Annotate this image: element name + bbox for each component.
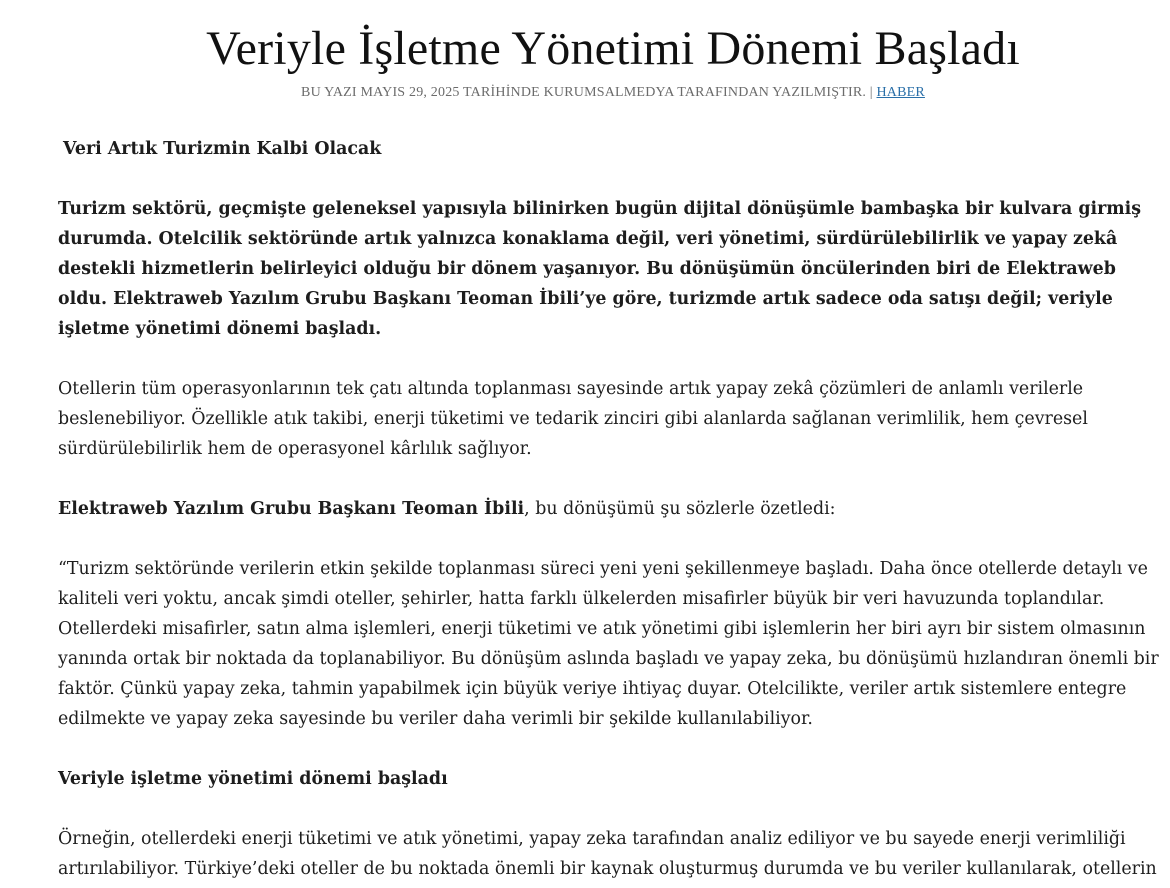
body-paragraph-2: Örneğin, otellerdeki enerji tüketimi ve atık yönetimi, yapay zeka tarafından analiz ediliyor ve bu sayede enerji verimliliği artırılabiliyor. Türkiye’deki oteller de bu noktada önemli bir kaynak oluşturmuş durumda ve bu veriler kullanılarak, otellerin [58, 829, 1157, 879]
article-body [58, 134, 1170, 884]
quote-intro [58, 494, 1170, 524]
article-subheading: Veri Artık Turizmin Kalbi Olacak [63, 139, 382, 159]
body-paragraph-1: Otellerin tüm operasyonlarının tek çatı altında toplanması sayesinde artık yapay zekâ çözümleri de anlamlı verilerle beslenebiliyor. Özellikle atık takibi, enerji tüketimi ve tedarik zinciri gibi alanlarda sağlanan verimlilik, hem çevresel sürdürülebilirlik hem de operasyonel kârlılık sağlıyor. [58, 379, 1088, 459]
section-heading: Veriyle işletme yönetimi dönemi başladı [58, 769, 448, 789]
article-meta [0, 84, 1170, 102]
article-title: Veriyle İşletme Yönetimi Dönemi Başladı [206, 22, 1020, 75]
lead-paragraph: Turizm sektörü, geçmişte geleneksel yapısıyla bilinirken bugün dijital dönüşümle bambaşka bir kulvara girmiş durumda. Otelcilik sektöründe artık yalnızca konaklama değil, veri yönetimi, sürdürülebilirlik ve yapay zekâ destekli hizmetlerin belirleyici olduğu bir dönem yaşanıyor. Bu dönüşümün öncülerinden biri de Elektraweb oldu. Elektraweb Yazılım Grubu Başkanı Teoman İbili’ye göre, turizmde artık sadece oda satışı değil; veriyle işletme yönetimi dönemi başladı. [58, 199, 1142, 339]
meta-text: BU YAZI MAYIS 29, 2025 TARİHİNDE KURUMSALMEDYA TARAFINDAN YAZILMIŞTIR. | [301, 85, 873, 100]
category-link[interactable]: HABER [876, 85, 925, 100]
quote-paragraph: “Turizm sektöründe verilerin etkin şekilde toplanması süreci yeni yeni şekillenmeye başladı. Daha önce otellerde detaylı ve kaliteli veri yoktu, ancak şimdi oteller, şehirler, hatta farklı ülkelerden misafirler büyük bir veri havuzunda toplandılar. Otellerdeki misafirler, satın alma işlemleri, enerji tüketimi ve atık yönetimi gibi işlemlerin her biri ayrı bir sistem olmasının yanında ortak bir noktada da toplanabiliyor. Bu dönüşüm aslında başladı ve yapay zeka, bu dönüşümü hızlandıran önemli bir faktör. Çünkü yapay zeka, tahmin yapabilmek için büyük veriye ihtiyaç duyar. Otelcilikte, veriler artık sistemlere entegre edilmekte ve yapay zeka sayesinde bu veriler daha verimli bir şekilde kullanılabiliyor. [58, 559, 1159, 729]
quote-speaker: Elektraweb Yazılım Grubu Başkanı Teoman İbili [58, 499, 525, 519]
quote-intro-rest: , bu dönüşümü şu sözlerle özetledi: [524, 499, 836, 519]
